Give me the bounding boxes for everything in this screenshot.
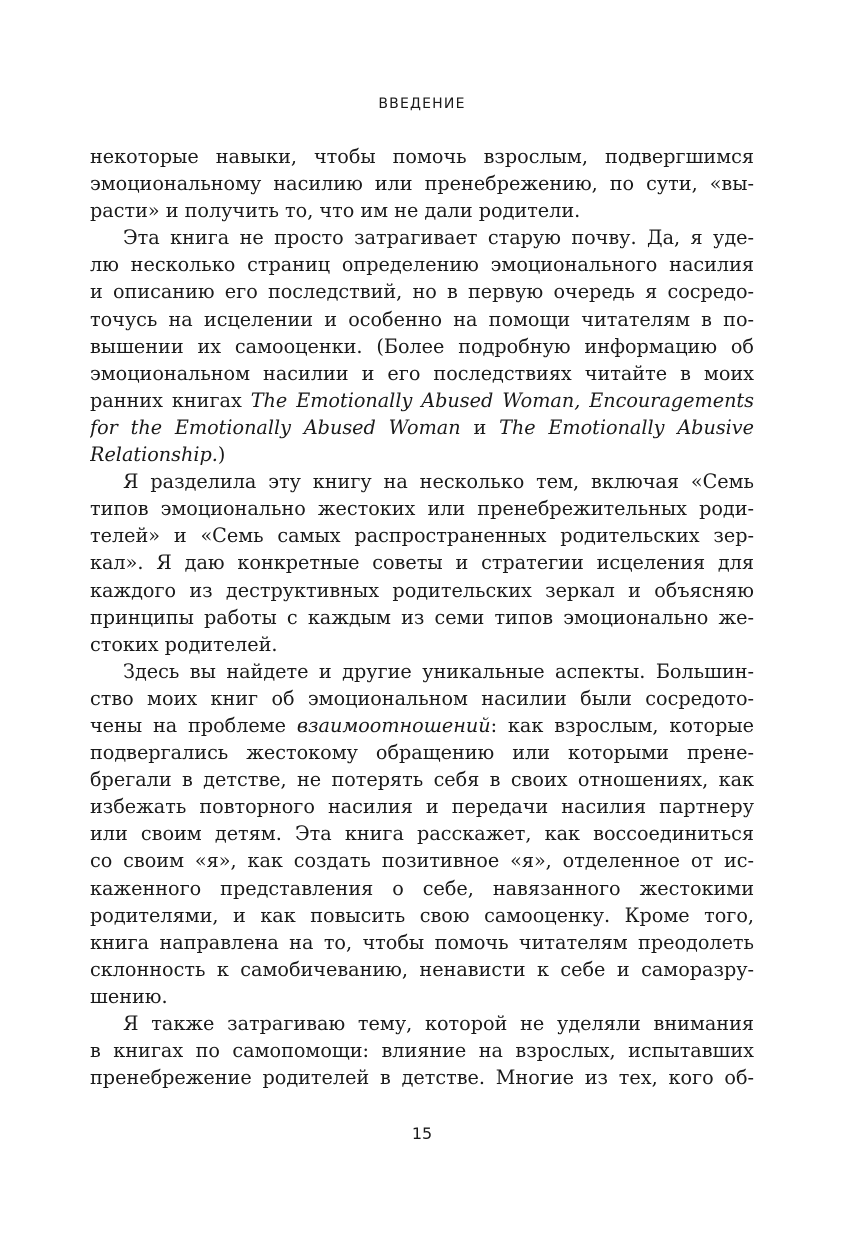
text-line: вышении их самооценки. (Более подробную информацию об <box>90 334 754 358</box>
text-line <box>90 712 754 739</box>
text-segment: и <box>460 415 500 439</box>
running-head: ВВЕДЕНИЕ <box>378 96 466 112</box>
text-line: и описанию его последствий, но в первую очередь я сосредо- <box>90 280 754 304</box>
text-line: книга направлена на то, чтобы помочь читателям преодолеть <box>90 930 754 954</box>
text-line: точусь на исцелении и особенно на помощи читателям в по- <box>90 307 754 331</box>
italic-text: взаимоотношений <box>296 713 491 737</box>
text-line: склонность к самобичеванию, ненависти к себе и саморазру- <box>90 957 754 981</box>
text-line: или своим детям. Эта книга расскажет, как воссоединиться <box>90 822 754 846</box>
text-line: со своим «я», как создать позитивное «я», отделенное от ис- <box>90 849 754 873</box>
text-line: кал». Я даю конкретные советы и стратегии исцеления для <box>90 551 754 575</box>
text-line: Здесь вы найдете и другие уникальные аспекты. Большин- <box>123 659 754 683</box>
text-line: эмоциональному насилию или пренебрежению, по сути, «вы- <box>90 172 754 196</box>
text-line: телей» и «Семь самых распространенных родительских зер- <box>90 524 754 548</box>
text-line <box>90 387 754 414</box>
italic-text: Relationship. <box>90 443 218 467</box>
text-line <box>90 441 754 468</box>
text-line: пренебрежение родителей в детстве. Многие из тех, кого об- <box>90 1066 754 1090</box>
text-line: подвергались жестокому обращению или которыми прене- <box>90 741 754 765</box>
page-number: 15 <box>411 1124 433 1143</box>
text-line <box>90 414 754 441</box>
text-line: Эта книга не просто затрагивает старую почву. Да, я уде- <box>123 226 754 250</box>
text-line: каждого из деструктивных родительских зеркал и объясняю <box>90 578 754 602</box>
text-segment: ) <box>217 443 226 467</box>
text-segment: : как взрослым, которые <box>490 713 754 737</box>
text-line: избежать повторного насилия и передачи насилия партнеру <box>90 795 754 819</box>
text-line: шению. <box>90 984 168 1008</box>
text-line: ство моих книг об эмоциональном насилии были сосредото- <box>90 686 754 710</box>
text-segment: ранних книгах <box>90 388 251 412</box>
text-line: в книгах по самопомощи: влияние на взрослых, испытавших <box>90 1039 754 1063</box>
text-line: стоких родителей. <box>90 632 278 656</box>
body-text <box>90 143 754 1091</box>
text-line: лю несколько страниц определению эмоционального насилия <box>90 253 754 277</box>
text-line: родителями, и как повысить свою самооценку. Кроме того, <box>90 903 754 927</box>
italic-text: The Emotionally Abused Woman, Encouragements <box>250 388 754 412</box>
italic-text: The Emotionally Abusive <box>499 415 754 439</box>
text-line: Я разделила эту книгу на несколько тем, включая «Семь <box>123 470 754 494</box>
text-line: расти» и получить то, что им не дали родители. <box>90 199 581 223</box>
italic-text: for the Emotionally Abused Woman <box>90 415 461 439</box>
text-line: каженного представления о себе, навязанного жестокими <box>90 876 754 900</box>
text-line: эмоциональном насилии и его последствиях читайте в моих <box>90 361 754 385</box>
text-line: типов эмоционально жестоких или пренебрежительных роди- <box>90 497 754 521</box>
text-line: принципы работы с каждым из семи типов эмоционально же- <box>90 605 754 629</box>
text-segment: чены на проблеме <box>90 713 297 737</box>
text-line: брегали в детстве, не потерять себя в своих отношениях, как <box>90 768 754 792</box>
text-line: Я также затрагиваю тему, которой не уделяли внимания <box>123 1012 754 1035</box>
text-line: некоторые навыки, чтобы помочь взрослым, подвергшимся <box>90 145 754 168</box>
